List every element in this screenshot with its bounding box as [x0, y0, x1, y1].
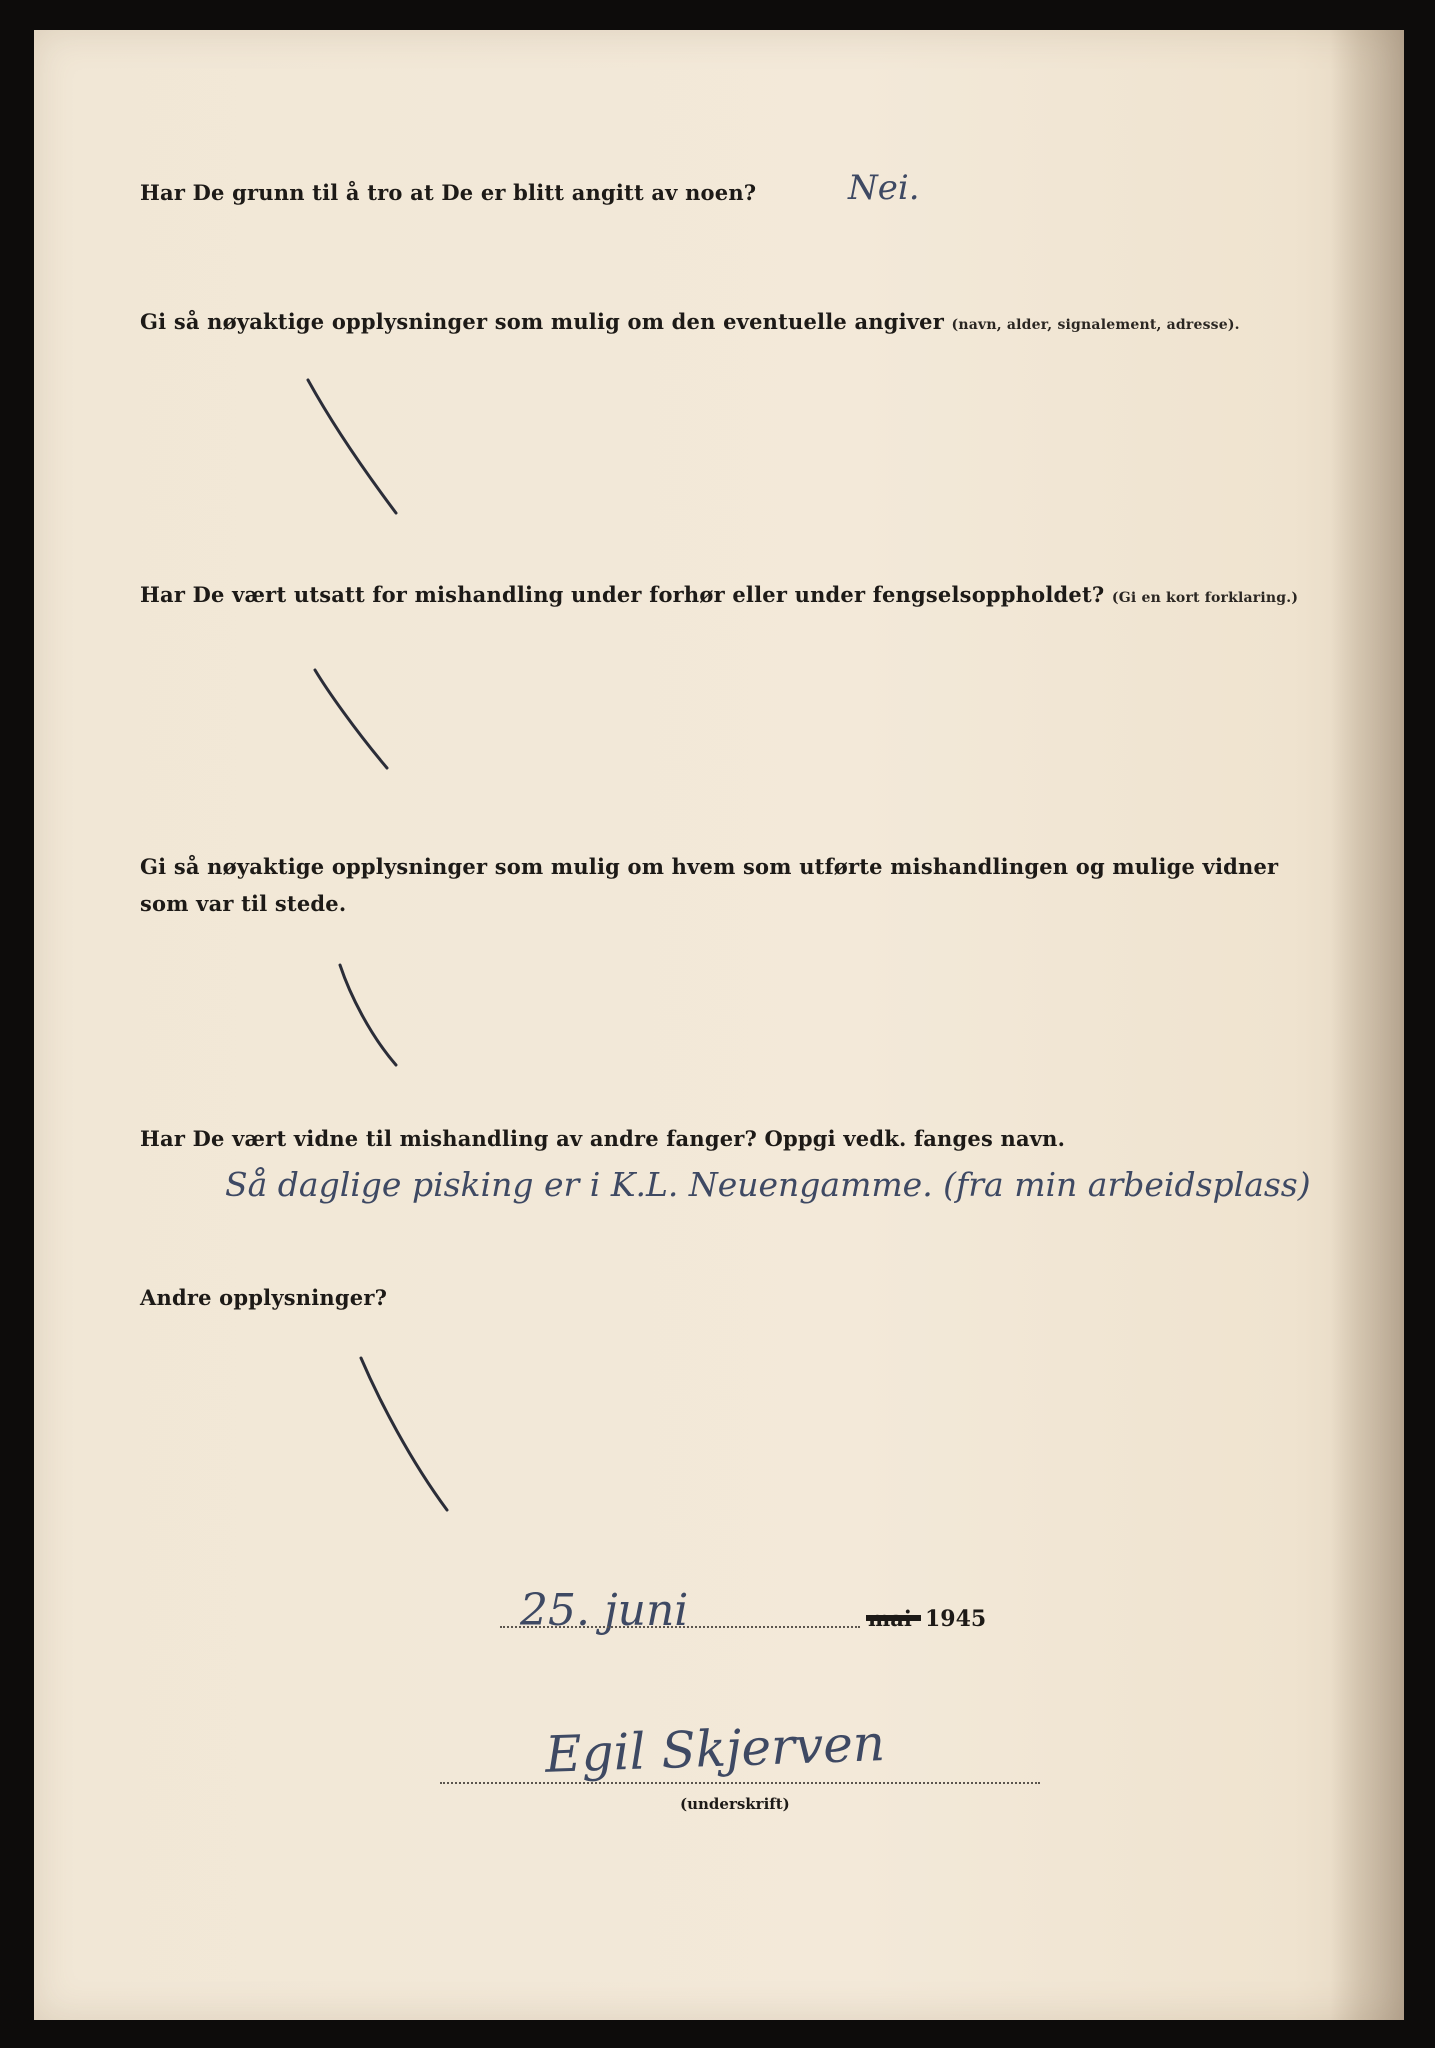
signature-caption: (underskrift)	[680, 1795, 790, 1813]
question-informer-note: (navn, alder, signalement, adresse).	[951, 317, 1240, 333]
question-informer-details	[140, 309, 1240, 334]
dash-mark-mistreatment	[305, 660, 405, 775]
date-handwritten: 25. juni	[520, 1585, 689, 1636]
dash-mark-other-info	[355, 1350, 465, 1520]
question-other-info: Andre opplysninger?	[140, 1285, 388, 1310]
signature: Egil Skjerven	[544, 1714, 886, 1784]
date-dotted-line	[500, 1626, 860, 1628]
question-informed: Har De grunn til å tro at De er blitt angitt av noen?	[140, 180, 757, 205]
answer-informed: Nei.	[848, 168, 920, 208]
date-year: 1945	[925, 1606, 987, 1632]
question-perpetrators-line1: Gi så nøyaktige opplysninger som mulig om hvem som utførte mishandlingen og mulige vidner	[140, 854, 1279, 879]
question-informer-text: Gi så nøyaktige opplysninger som mulig om den eventuelle angiver	[140, 309, 945, 334]
dash-mark-informer	[300, 370, 410, 520]
question-mistreatment-text: Har De vært utsatt for mishandling under forhør eller under fengselsoppholdet?	[140, 582, 1105, 607]
question-perpetrators-line2: som var til stede.	[140, 891, 347, 916]
signature-dotted-line	[440, 1782, 1040, 1784]
dash-mark-perpetrators	[330, 955, 410, 1075]
struck-month-text: mai	[868, 1606, 912, 1630]
paper-edge-shadow	[1330, 30, 1404, 2020]
question-witness: Har De vært vidne til mishandling av andre fanger? Oppgi vedk. fanges navn.	[140, 1126, 1066, 1151]
struck-month	[866, 1606, 921, 1630]
answer-witness: Så daglige pisking er i K.L. Neuengamme. (fra min arbeidsplass)	[225, 1165, 1311, 1204]
question-mistreatment-note: (Gi en kort forklaring.)	[1111, 590, 1299, 606]
question-mistreatment	[140, 582, 1298, 607]
